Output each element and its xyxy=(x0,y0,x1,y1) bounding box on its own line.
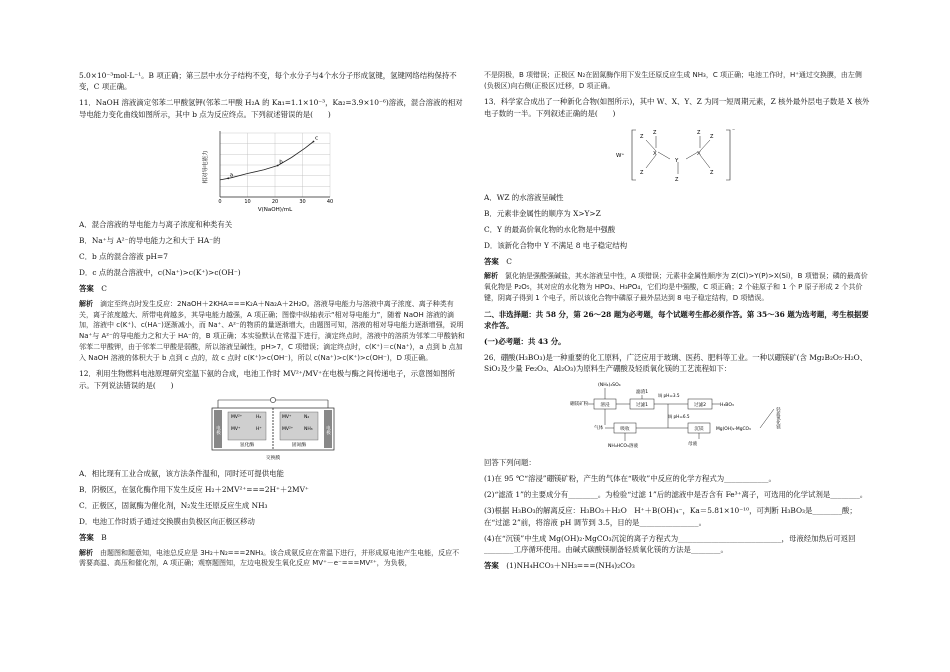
question-12-analysis xyxy=(79,548,466,570)
analysis-text: 滴定至终点时发生反应：2NaOH＋2KHA===K₂A＋Na₂A＋2H₂O。溶液导电能力与溶液中离子浓度、离子种类有关，离子浓度越大、所带电荷越多，其导电能力越强，A 项正确；图像中纵轴表示“相对导电能力”，随着 NaOH 溶液的滴加，溶液中 c(K⁺)、c(HA⁻)逐渐减小，而 Na⁺、A²⁻的物质的量逐渐增大，由题图可知，溶液的相对导电能力逐渐增强，说明 Na⁺与 A²⁻的导电能力之和大于 HA⁻的，B 项正确；本实验默认在常温下进行，滴定终点时，溶液中的溶质为邻苯二甲酸钠和邻苯二甲酸钾，由于邻苯二甲酸是弱酸，所以溶液呈碱性，pH>7，C 项错误；滴定终点时，c(K⁺)＝c(Na⁺)，a 点到 b 点加入 NaOH 溶液的体积大于 b 点到 c 点的，故 c 点时 c(K⁺)>c(OH⁻)，所以 c(Na⁺)>c(K⁺)>c(OH⁻)，D 项正确。 xyxy=(79,299,465,362)
flow-precip: 沉镁 xyxy=(693,427,704,433)
analysis-text: 氯化钠是强酸强碱盐，其水溶液呈中性，A 项错误；元素非金属性顺序为 Z(Cl)>Y(P)>X(Si)，B 项错误；磷的最高价氧化物是 P₂O₅，其对应的水化物为 HPO₃、H₃PO₄，它们均是中强酸，C 项正确；2 个硅原子和 1 个 P 原子形成 2 个共价键，阴离子得到 1 个电子，所以该化合物中磷原子最外层达到 8 电子稳定结构，D 项错误。 xyxy=(484,272,868,303)
question-12-answer xyxy=(79,532,466,543)
label-charge: ⁻ xyxy=(731,127,735,135)
question-13-option-c: C．Y 的最高价氧化物的水化物是中强酸 xyxy=(484,224,616,234)
analysis-text: 由题图和题意知，电池总反应是 3H₂＋N₂===2NH₃。该合成氨反应在常温下进行，并形成原电池产生电能，反应不需要高温、高压和催化剂，A 项正确；观察题图知，左边电极发生氧化反应 MV⁺－e⁻===MV²⁺，为负极， xyxy=(79,548,460,568)
chart-point-label-a: a xyxy=(229,172,233,179)
chart-x-tick-label: 0 xyxy=(217,198,222,205)
section-two-heading: 二、非选择题：共 58 分，第 26～28 题为必考题，每个试题考生都必须作答。第 35～36 题为选考题，考生根据要求作答。 xyxy=(484,309,869,330)
chart-ylabel: 相对导电能力 xyxy=(202,150,209,184)
question-26-part-1: (1)在 95 ℃“溶浸”硼镁矿粉，产生的气体在“吸收”中反应的化学方程式为____________。 xyxy=(484,474,776,484)
label-hydrogenase: 氢化酶 xyxy=(239,442,254,448)
chart-grid xyxy=(220,133,330,197)
chart-x-tick-label: 10 xyxy=(243,198,251,205)
atom-z-3: Z xyxy=(652,129,656,136)
question-26-intro: 回答下列问题： xyxy=(484,458,536,468)
chart-series-line xyxy=(220,141,314,179)
flow-ph65: 调 pH=6.5 xyxy=(667,414,689,420)
question-13-option-a: A．WZ 的水溶液呈碱性 xyxy=(484,192,564,202)
atom-x: X xyxy=(652,150,657,157)
process-flow-diagram xyxy=(568,379,788,451)
answer-value: C xyxy=(101,283,107,293)
right-electrode-label: 电极 xyxy=(325,425,330,435)
question-11-option-a: A．混合溶液的导电能力与离子浓度和种类有关 xyxy=(79,219,233,229)
question-13-option-d: D．该新化合物中 Y 不满足 8 电子稳定结构 xyxy=(484,240,628,250)
question-11-analysis xyxy=(79,299,466,364)
chart-x-tick-label: 40 xyxy=(326,198,333,205)
question-11-option-b: B．Na⁺与 A²⁻的导电能力之和大于 HA⁻的 xyxy=(79,235,221,245)
chart-annotations xyxy=(227,135,318,179)
analysis-label: 解析 xyxy=(79,299,93,308)
flow-absorb: 吸收 xyxy=(619,427,630,433)
continued-analysis: 不是阴极，B 项错误；正极区 N₂在固氮酶作用下发生还原反应生成 NH₃，C 项正确；电池工作时，H⁺通过交换膜，由左侧(负极区)向右侧(正极区)迁移，D 项正确。 xyxy=(484,71,862,90)
chart-ylabel-group xyxy=(201,150,209,183)
chart-point-label-c: c xyxy=(314,135,318,142)
question-12-stem: 12．利用生物燃料电池原理研究室温下氨的合成，电池工作时 MV²⁺/MV⁺在电极与酶之间传递电子，示意图如图所示。下列说法错误的是( ) xyxy=(79,369,456,390)
question-13-analysis xyxy=(484,271,871,304)
answer-value: B xyxy=(101,532,107,542)
flow-filter1: 过滤1 xyxy=(635,403,648,409)
answer-value: C xyxy=(506,256,512,266)
fuel-cell-diagram xyxy=(198,396,348,462)
atom-z-5: Z xyxy=(709,133,713,140)
left-column xyxy=(79,70,466,574)
label-mv2-right: MV²⁺ xyxy=(281,426,293,432)
conductivity-chart xyxy=(198,125,348,213)
analysis-label: 解析 xyxy=(79,548,93,557)
left-bracket xyxy=(632,130,636,180)
chart-x-tick-label: 20 xyxy=(271,198,278,205)
flow-filter2: 过滤2 xyxy=(693,403,706,409)
question-12-option-d: D．电池工作时质子通过交换膜由负极区向正极区移动 xyxy=(79,516,255,526)
question-13-option-b: B．元素非金属性的顺序为 X>Y>Z xyxy=(484,208,601,218)
chart-xlabel: V(NaOH)/mL xyxy=(257,206,292,213)
right-bracket xyxy=(726,130,730,180)
label-nh3: NH₃ xyxy=(303,426,313,432)
compound-structure xyxy=(608,124,748,186)
flow-reagent: (NH₄)₂SO₄ xyxy=(597,383,621,389)
right-column xyxy=(484,70,871,576)
label-mv1-right: MV⁺ xyxy=(281,414,291,420)
atom-z-1: Z xyxy=(639,133,643,140)
question-11-option-d: D．c 点的混合溶液中，c(Na⁺)>c(K⁺)>c(OH⁻) xyxy=(79,267,241,277)
flow-dissolve: 溶浸 xyxy=(599,403,610,409)
label-w-cation: W⁺ xyxy=(615,152,624,159)
question-26-stem: 26．硼酸(H₃BO₃)是一种重要的化工原料，广泛应用于玻璃、医药、肥料等工业。一种以硼镁矿(含 Mg₂B₂O₅·H₂O、SiO₂及少量 Fe₂O₃、Al₂O₃)为原料生产硼酸及轻质氧化镁的工艺流程如下： xyxy=(484,352,868,374)
chart-x-ticks xyxy=(218,199,333,205)
label-n2: N₂ xyxy=(303,414,309,420)
answer-label: 答案 xyxy=(484,256,499,266)
flow-ore: 硼镁矿粉 xyxy=(569,402,588,408)
answer-label: 答案 xyxy=(79,283,94,293)
atom-x-right: X xyxy=(696,150,701,157)
atom-z-4: Z xyxy=(674,176,678,183)
flow-nh4hco3: NH₄HCO₃溶液 xyxy=(607,444,638,450)
analysis-label: 解析 xyxy=(484,272,498,281)
left-electrode-label: 电极 xyxy=(215,425,220,435)
label-hplus: H⁺ xyxy=(255,426,262,432)
atom-z-7: Z xyxy=(696,129,700,136)
question-13-answer xyxy=(484,256,871,267)
label-nitrogenase: 固氮酶 xyxy=(291,442,306,448)
question-12-option-c: C．正极区，固氮酶为催化剂，N₂发生还原反应生成 NH₃ xyxy=(79,500,268,510)
atom-y: Y xyxy=(674,157,678,164)
atom-z-2: Z xyxy=(639,169,643,176)
chart-point-label-b: b xyxy=(278,159,283,166)
question-12-option-b: B．阴极区，在氢化酶作用下发生反应 H₂＋2MV²⁺===2H⁺＋2MV⁺ xyxy=(79,484,309,494)
answer-label: 答案 xyxy=(484,561,499,571)
question-11-option-c: C．b 点的混合溶液 pH=7 xyxy=(79,251,168,261)
chart-x-tick-label: 30 xyxy=(298,198,306,205)
question-26-part-4: (4)在“沉镁”中生成 Mg(OH)₂·MgCO₃沉淀的离子方程式为____________________________，母液经加热后可返回________工序循环使用。由碱式碳酸镁制备轻质氧化镁的方法是________。 xyxy=(484,533,856,555)
label-mv2-left: MV²⁺ xyxy=(230,414,242,420)
label-h2: H₂ xyxy=(255,414,261,420)
flow-gas: 气体 xyxy=(593,426,603,432)
flow-ph35: 调 pH=3.5 xyxy=(657,393,679,399)
question-12-option-a: A．相比现有工业合成氨，该方法条件温和，同时还可提供电能 xyxy=(79,468,284,478)
flow-residue1: 滤渣1 xyxy=(635,390,648,396)
answer-label: 答案 xyxy=(79,532,94,542)
question-26-part-3: (3)根据 H₃BO₃的解离反应：H₃BO₃＋H₂O H⁺＋B(OH)₄⁻，Ka＝5.81×10⁻¹⁰，可判断 H₃BO₃是________酸；在“过滤 2”前，将溶液 pH 调节到 3.5，目的是________________。 xyxy=(484,506,857,527)
flow-light-mgo: 轻质氧化镁 xyxy=(775,407,780,430)
flow-h3bo3: H₃BO₃ xyxy=(719,403,734,409)
label-mv1-left: MV⁺ xyxy=(230,426,240,432)
label-membrane: 交换膜 xyxy=(265,455,280,461)
flow-mgprod: Mg(OH)₂·MgCO₃ xyxy=(715,427,751,433)
question-26-part-2: (2)“滤渣 1”的主要成分有________。为检验“过滤 1”后的滤液中是否含有 Fe³⁺离子，可选用的化学试剂是________。 xyxy=(484,490,868,500)
answer-value: (1)NH₄HCO₃＋NH₃===(NH₄)₂CO₃ xyxy=(506,561,635,571)
load-icon xyxy=(270,397,275,402)
atom-z-6: Z xyxy=(709,169,713,176)
flow-mother: 母液 xyxy=(687,442,697,448)
question-11-answer xyxy=(79,283,466,294)
question-11-stem: 11．NaOH 溶液滴定邻苯二甲酸氢钾(邻苯二甲酸 H₂A 的 Ka₁=1.1×10⁻³，Ka₂=3.9×10⁻⁶)溶液，混合溶液的相对导电能力变化曲线如图所示，其中 b 点为反应终点。下列叙述错误的是( ) xyxy=(79,98,463,119)
question-13-stem: 13．科学家合成出了一种新化合物(如图所示)，其中 W、X、Y、Z 为同一短周期元素，Z 核外最外层电子数是 X 核外电子数的一半。下列叙述正确的是( ) xyxy=(484,97,870,118)
question-26-answer xyxy=(484,560,871,571)
subsection-heading: (一)必考题：共 43 分。 xyxy=(484,336,566,346)
continued-paragraph: 5.0×10⁻³mol·L⁻¹。B 项正确；第三层中水分子结构不变，每个水分子与4个水分子形成氢键，氢键网络结构保持不变，C 项正确。 xyxy=(79,71,457,92)
